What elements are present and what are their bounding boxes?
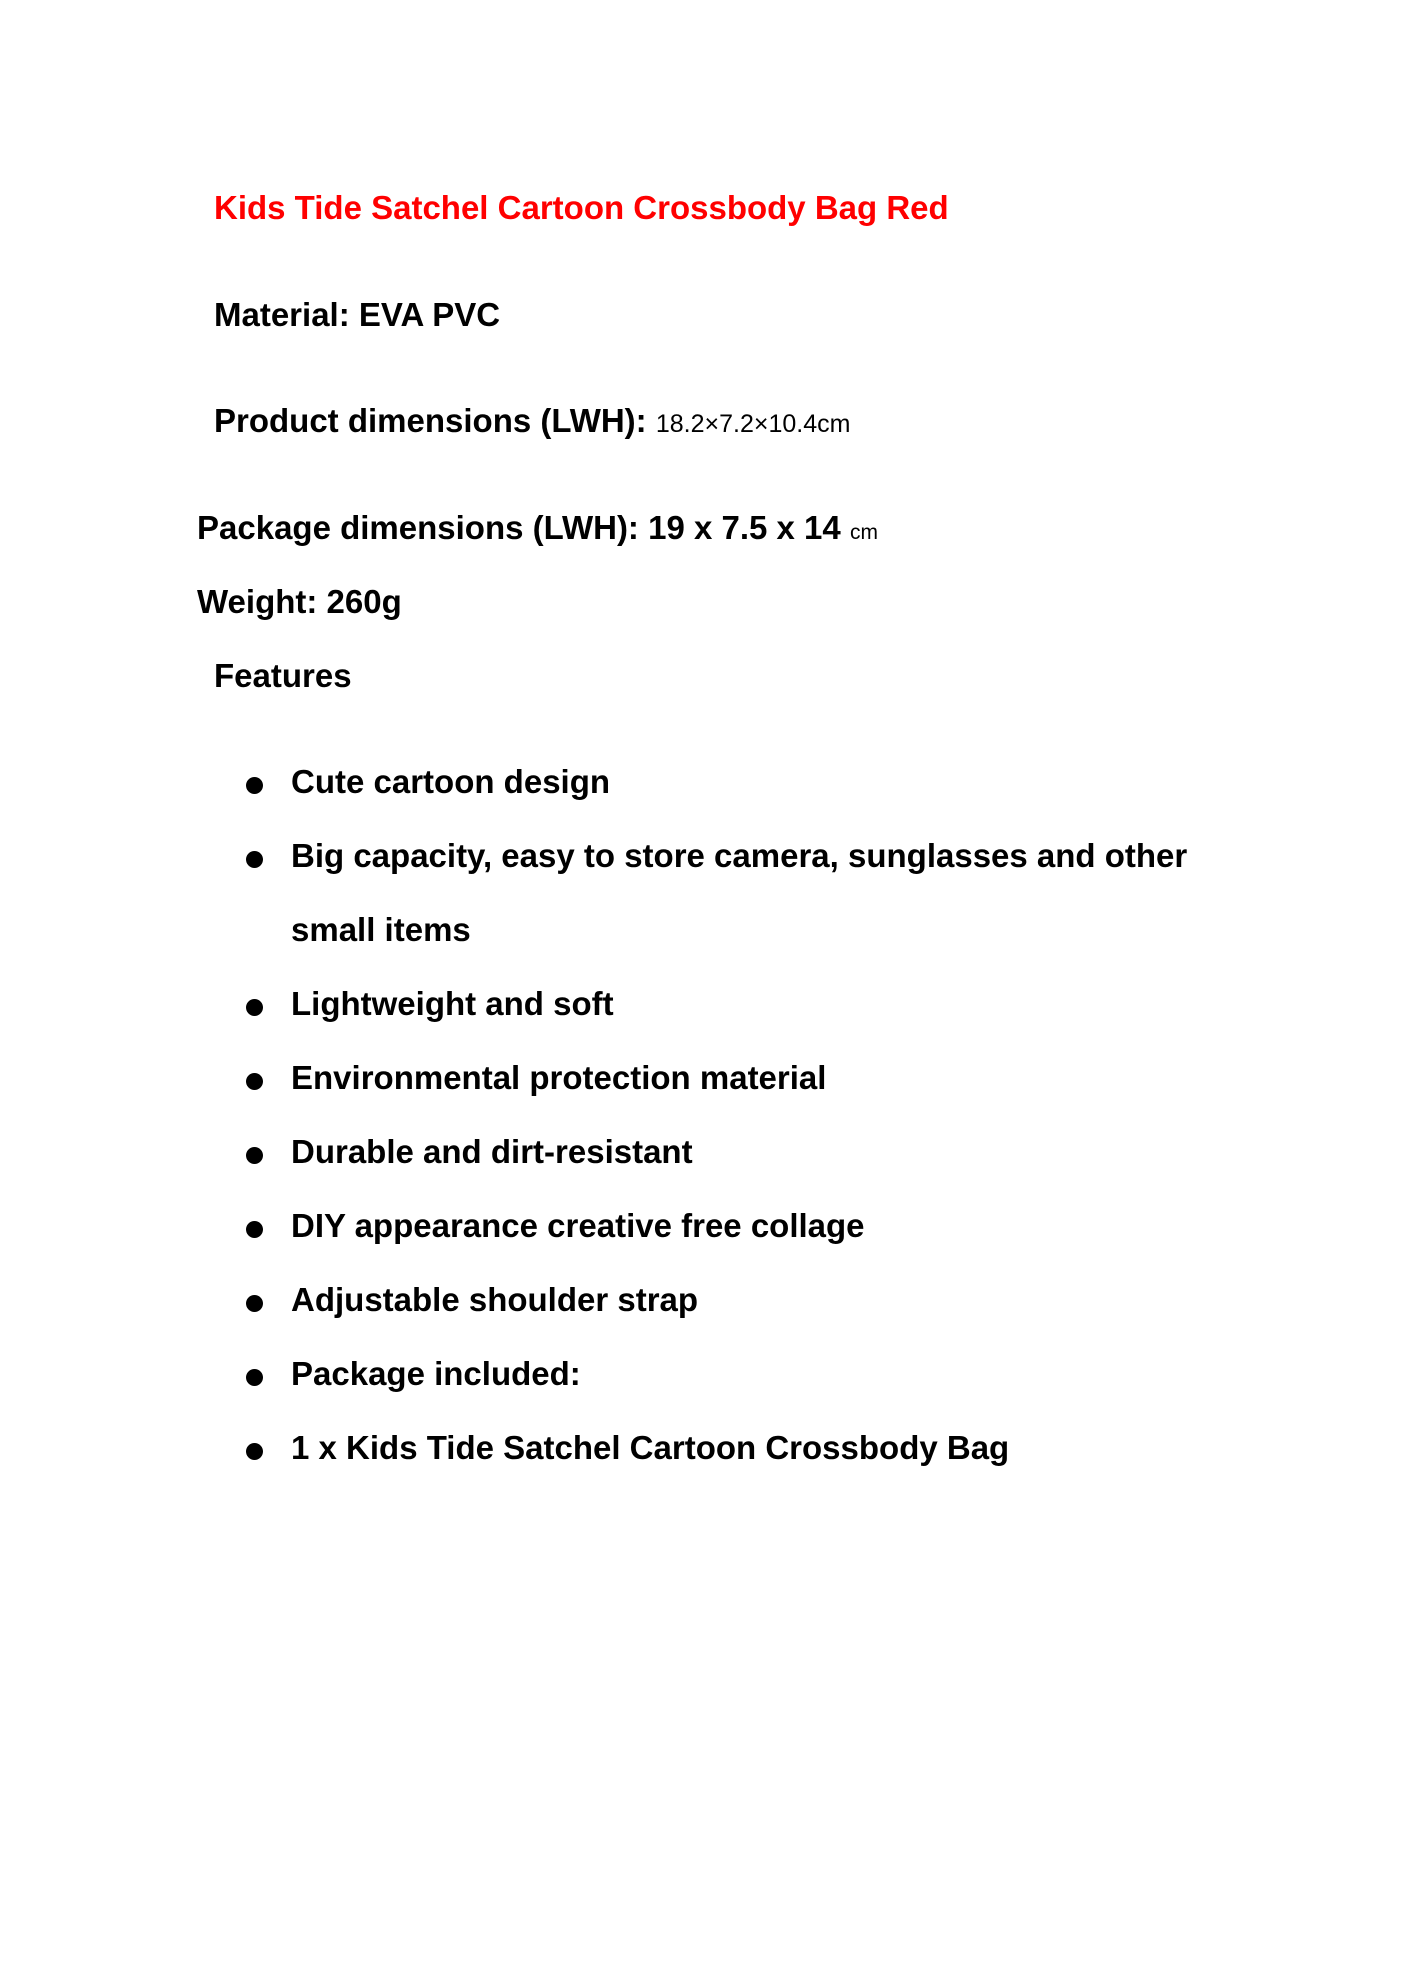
package-dimensions-spec	[197, 508, 878, 553]
feature-item: Cute cartoon design	[291, 763, 611, 800]
bullet-icon	[246, 1443, 263, 1460]
feature-item: Adjustable shoulder strap	[291, 1281, 699, 1318]
product-dimensions-value: 18.2×7.2×10.4cm	[655, 410, 851, 438]
bullet-icon	[246, 1295, 263, 1312]
feature-item: Environmental protection material	[291, 1059, 827, 1096]
product-dimensions-label: Product dimensions (LWH):	[214, 402, 647, 439]
bullet-icon	[246, 1221, 263, 1238]
package-dimensions-label: Package dimensions (LWH): 19 x 7.5 x 14	[197, 509, 841, 546]
features-heading: Features	[214, 657, 352, 694]
bullet-icon	[246, 1369, 263, 1386]
bullet-icon	[246, 777, 263, 794]
feature-item-continuation: small items	[291, 911, 471, 948]
feature-item: Big capacity, easy to store camera, sunglasses and other	[291, 837, 1188, 874]
product-title: Kids Tide Satchel Cartoon Crossbody Bag Red	[214, 189, 949, 226]
bullet-icon	[246, 999, 263, 1016]
bullet-icon	[246, 851, 263, 868]
feature-item: DIY appearance creative free collage	[291, 1207, 865, 1244]
product-dimensions-spec	[214, 401, 850, 444]
feature-item: Package included:	[291, 1355, 581, 1392]
feature-item: 1 x Kids Tide Satchel Cartoon Crossbody Bag	[291, 1429, 1010, 1466]
material-spec: Material: EVA PVC	[214, 296, 501, 333]
feature-item: Lightweight and soft	[291, 985, 614, 1022]
package-dimensions-unit: cm	[849, 521, 878, 544]
bullet-icon	[246, 1147, 263, 1164]
weight-spec: Weight: 260g	[197, 583, 402, 620]
feature-item: Durable and dirt-resistant	[291, 1133, 693, 1170]
bullet-icon	[246, 1073, 263, 1090]
